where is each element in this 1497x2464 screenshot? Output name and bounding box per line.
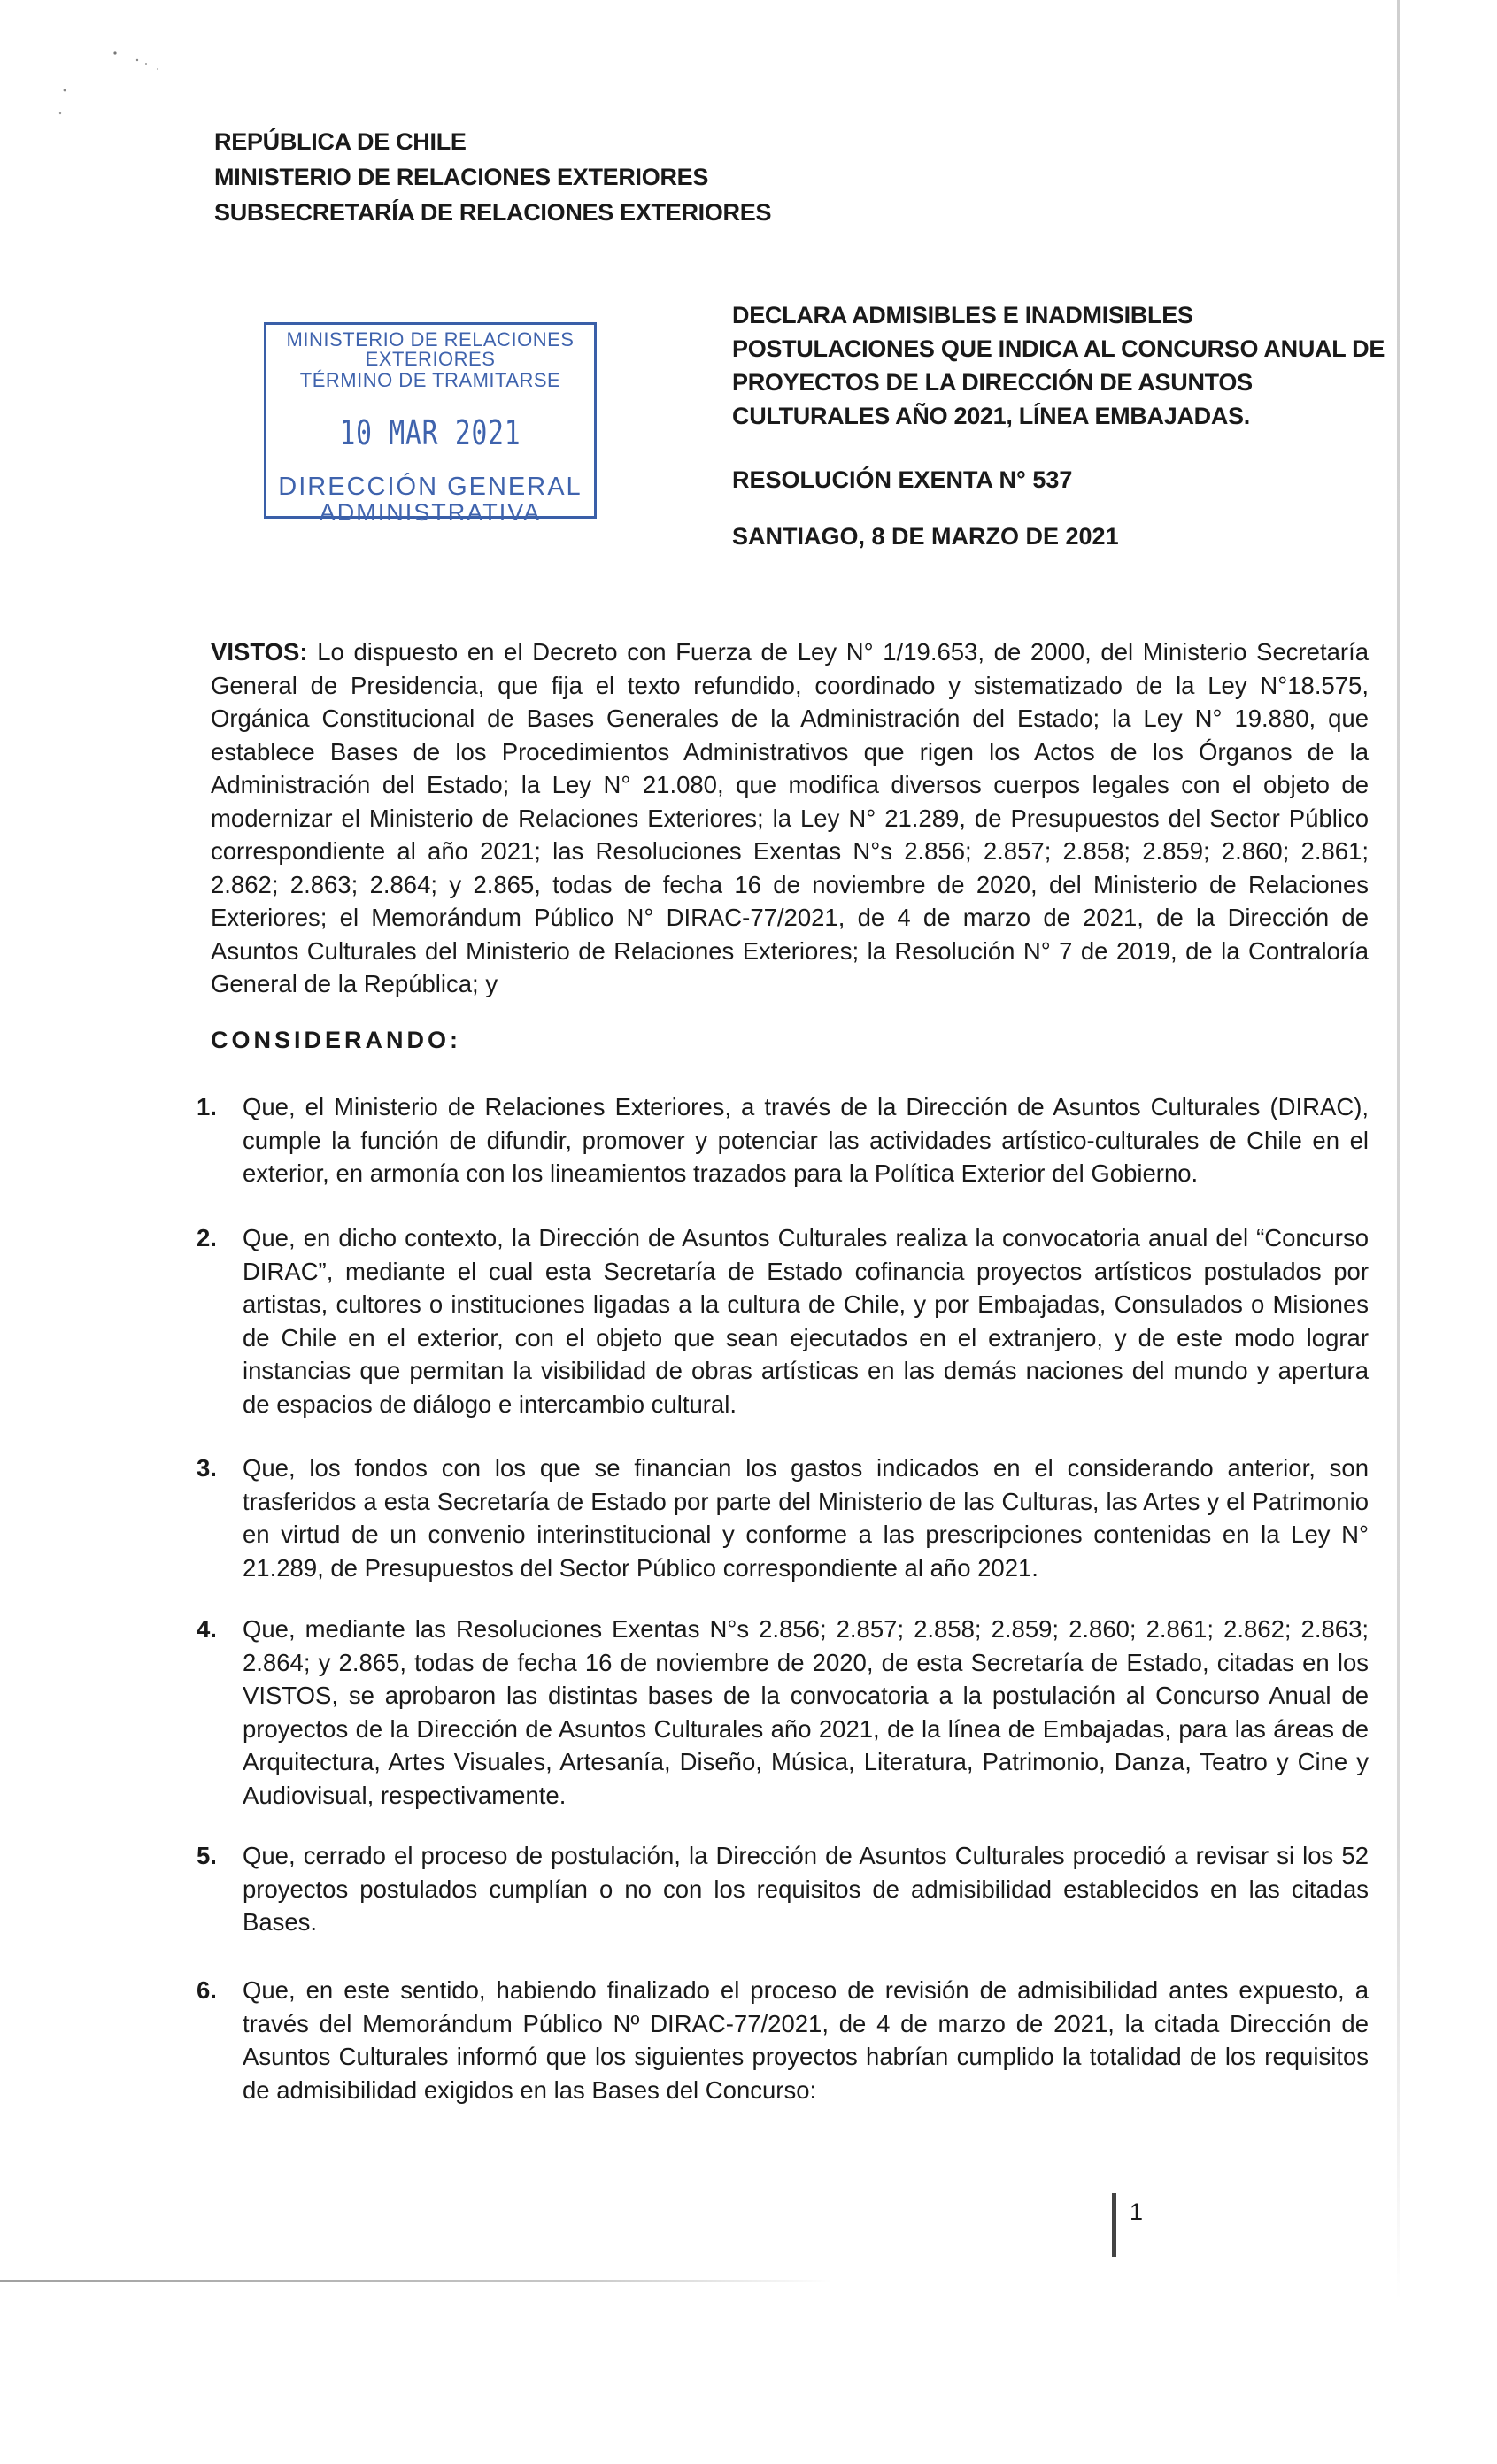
- stamp-exteriores: EXTERIORES: [365, 348, 496, 370]
- considerando-item: [197, 1090, 1369, 1190]
- stamp-ministry: MINISTERIO DE RELACIONES: [286, 328, 575, 350]
- item-text: Que, el Ministerio de Relaciones Exteriores, a través de la Dirección de Asuntos Culturales (DIRAC), cumple la función de difundir, promover y potenciar las actividades artístico-culturales de Chile en el exterior, en armonía con los lineamientos trazados para la Política Exterior del Gobierno.: [243, 1093, 1369, 1187]
- considerando-heading: CONSIDERANDO:: [211, 1027, 462, 1053]
- considerando-item: [197, 1221, 1369, 1421]
- item-number: 6.: [197, 1976, 217, 2004]
- document-title: DECLARA ADMISIBLES E INADMISIBLES POSTULACIONES QUE INDICA AL CONCURSO ANUAL DE PROYECTOS DE LA DIRECCIÓN DE ASUNTOS CULTURALES AÑO 2021, LÍNEA EMBAJADAS.: [732, 302, 1385, 429]
- right-scan-edge: [1397, 0, 1400, 2301]
- vistos-text: Lo dispuesto en el Decreto con Fuerza de Ley N° 1/19.653, de 2000, del Ministerio Secretaría General de Presidencia, que fija el texto refundido, coordinado y sistematizado de la Ley N°18.575, Orgánica Constitucional de Bases Generales de la Administración del Estado; la Ley N° 19.880, que establece Bases de los Procedimientos Administrativos que rigen los Actos de los Órganos de la Administración del Estado; la Ley N° 21.080, que modifica diversos cuerpos legales con el objeto de modernizar el Ministerio de Relaciones Exteriores; la Ley N° 21.289, de Presupuestos del Sector Público correspondiente al año 2021; las Resoluciones Exentas N°s 2.856; 2.857; 2.858; 2.859; 2.860; 2.861; 2.862; 2.863; 2.864; y 2.865, todas de fecha 16 de noviembre de 2020, del Ministerio de Relaciones Exteriores; el Memorándum Público N° DIRAC-77/2021, de 4 de marzo de 2021, de la Dirección de Asuntos Culturales del Ministerio de Relaciones Exteriores; la Resolución N° 7 de 2019, de la Contraloría General de la República; y: [211, 638, 1370, 997]
- resolution-title-block: [732, 298, 1396, 553]
- page-number-bar: [1112, 2193, 1116, 2257]
- item-number: 5.: [197, 1842, 217, 1869]
- resolution-number: RESOLUCIÓN EXENTA N° 537: [732, 466, 1073, 493]
- scan-specks-decoration: [53, 44, 186, 133]
- item-number: 4.: [197, 1615, 217, 1643]
- resolution-date: SANTIAGO, 8 DE MARZO DE 2021: [732, 523, 1119, 550]
- item-text: Que, cerrado el proceso de postulación, la Dirección de Asuntos Culturales procedió a revisar si los 52 proyectos postulados cumplían o no con los requisitos de admisibilidad establecidos en las citadas Bases.: [243, 1842, 1369, 1936]
- item-text: Que, los fondos con los que se financian los gastos indicados en el considerando anterior, son trasferidos a esta Secretaría de Estado por parte del Ministerio de las Culturas, las Artes y el Patrimonio en virtud de un convenio interinstitucional y conforme a las prescripciones contenidas en la Ley N° 21.289, de Presupuestos del Sector Público correspondiente al año 2021.: [243, 1454, 1369, 1582]
- processing-stamp: [264, 322, 597, 526]
- ministry-header: [214, 124, 771, 230]
- item-number: 1.: [197, 1093, 217, 1120]
- item-text: Que, mediante las Resoluciones Exentas N°s 2.856; 2.857; 2.858; 2.859; 2.860; 2.861; 2.862; 2.863; 2.864; y 2.865, todas de fecha 16 de noviembre de 2020, de esta Secretaría de Estado, citadas en los VISTOS, se aprobaron las distintas bases de la convocatoria a la postulación al Concurso Anual de proyectos de la Dirección de Asuntos Culturales año 2021, de la línea de Embajadas, para las áreas de Arquitectura, Artes Visuales, Artesanía, Diseño, Música, Literatura, Patrimonio, Danza, Teatro y Cine y Audiovisual, respectivamente.: [243, 1615, 1369, 1809]
- header-undersecretariat: SUBSECRETARÍA DE RELACIONES EXTERIORES: [214, 199, 772, 226]
- stamp-administrative: ADMINISTRATIVA: [319, 499, 542, 526]
- bottom-scan-edge: [0, 2280, 832, 2282]
- item-number: 2.: [197, 1224, 217, 1251]
- item-text: Que, en este sentido, habiendo finalizado el proceso de revisión de admisibilidad antes expuesto, a través del Memorándum Público Nº DIRAC-77/2021, de 4 de marzo de 2021, la citada Dirección de Asuntos Culturales informó que los siguientes proyectos habrían cumplido la totalidad de los requisitos de admisibilidad exigidos en las Bases del Concurso:: [243, 1976, 1369, 2104]
- stamp-date: 10 MAR 2021: [339, 413, 521, 452]
- considerando-item: [197, 1613, 1369, 1812]
- considerando-item: [197, 1451, 1369, 1584]
- item-number: 3.: [197, 1454, 217, 1482]
- stamp-status: TÉRMINO DE TRAMITARSE: [299, 369, 561, 391]
- considerando-item: [197, 1974, 1369, 2106]
- item-text: Que, en dicho contexto, la Dirección de Asuntos Culturales realiza la convocatoria anual del “Concurso DIRAC”, mediante el cual esta Secretaría de Estado cofinancia proyectos artísticos postulados por artistas, cultores o instituciones ligadas a la cultura de Chile, y por Embajadas, Consulados o Misiones de Chile en el exterior, con el objeto que sean ejecutados en el extranjero, y de este modo lograr instancias que permitan la visibilidad de obras artísticas en las demás naciones del mundo y apertura de espacios de diálogo e intercambio cultural.: [243, 1224, 1369, 1418]
- vistos-label: VISTOS:: [211, 638, 308, 666]
- header-country: REPÚBLICA DE CHILE: [214, 128, 467, 155]
- considerando-item: [197, 1839, 1369, 1939]
- page-number: 1: [1130, 2198, 1144, 2225]
- stamp-direction: DIRECCIÓN GENERAL: [278, 473, 583, 501]
- vistos-paragraph: [211, 635, 1369, 1001]
- header-ministry: MINISTERIO DE RELACIONES EXTERIORES: [214, 164, 709, 190]
